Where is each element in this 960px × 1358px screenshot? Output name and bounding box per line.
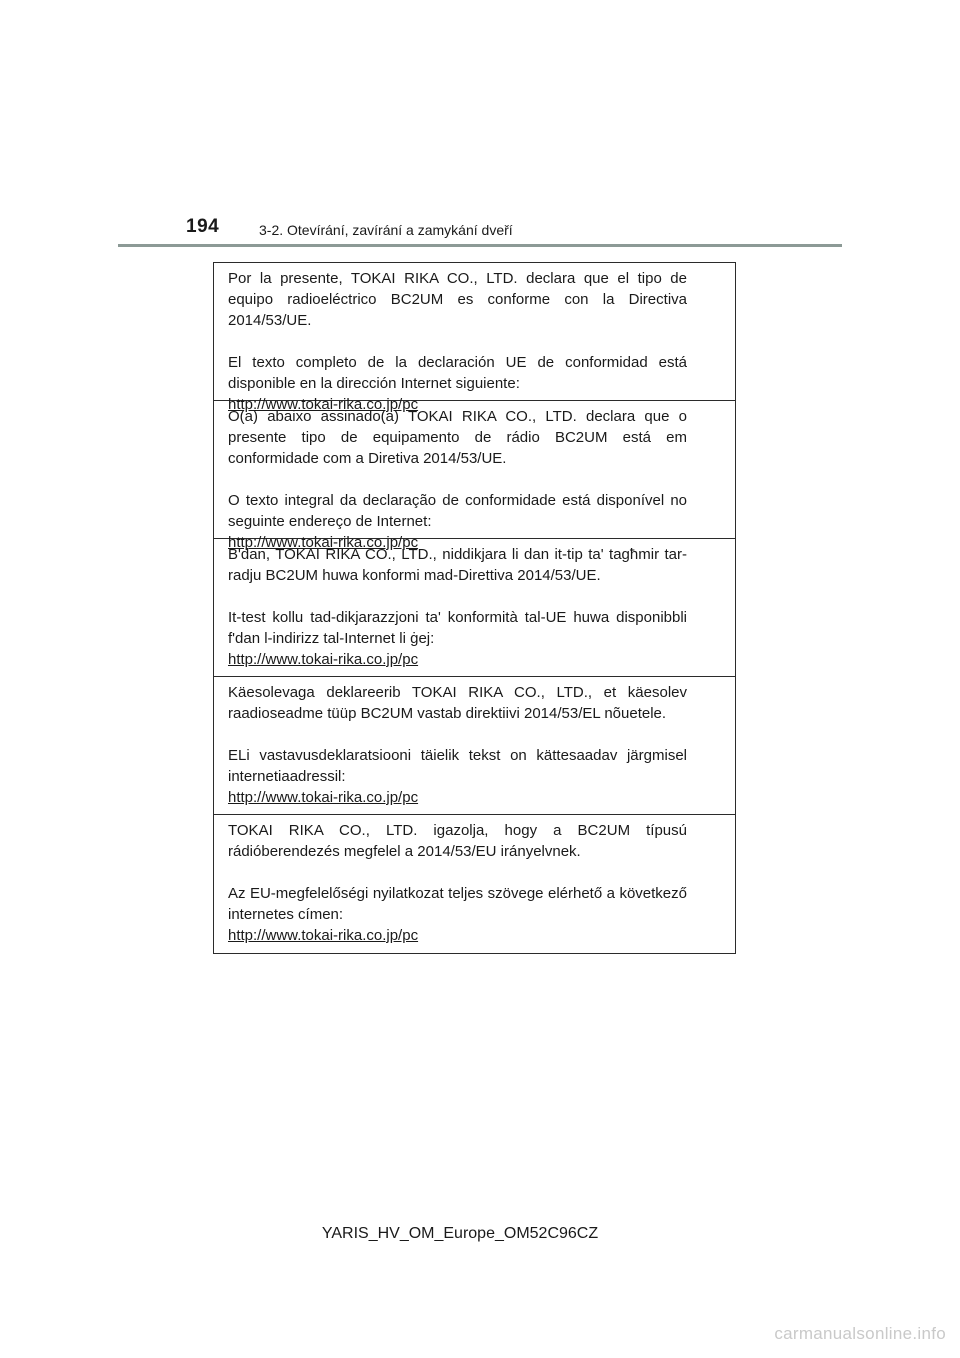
declaration-statement: Por la presente, TOKAI RIKA CO., LTD. declara que el tipo de equipo radioeléctrico BC2UM es conforme con la Directiva 2014/53/UE. — [228, 270, 687, 329]
declaration-statement: TOKAI RIKA CO., LTD. igazolja, hogy a BC2UM típusú rádióberendezés megfelel a 2014/53/EU irányelvnek. — [228, 822, 687, 860]
declaration-statement: B'dan, TOKAI RIKA CO., LTD., niddikjara li dan it-tip ta' tagħmir tar-radju BC2UM huwa konformi mad-Direttiva 2014/53/UE. — [228, 546, 687, 584]
declaration-availability: It-test kollu tad-dikjarazzjoni ta' konformità tal-UE huwa disponibbli f'dan l-indirizz tal-Internet li ġej: — [228, 609, 687, 647]
declaration-url-link[interactable]: http://www.tokai-rika.co.jp/pc — [228, 927, 419, 944]
declaration-url-link[interactable]: http://www.tokai-rika.co.jp/pc — [228, 651, 419, 668]
declaration-availability: O texto integral da declaração de conformidade está disponível no seguinte endereço de Internet: — [228, 492, 687, 530]
declaration-url-link[interactable]: http://www.tokai-rika.co.jp/pc — [228, 396, 419, 413]
header-rule — [118, 244, 842, 247]
declaration-statement: O(a) abaixo assinado(a) TOKAI RIKA CO., LTD. declara que o presente tipo de equipamento de rádio BC2UM está em conformidade com a Diretiva 2014/53/UE. — [228, 408, 687, 467]
manual-code: YARIS_HV_OM_Europe_OM52C96CZ — [321, 1225, 599, 1242]
declaration-availability: Az EU-megfelelőségi nyilatkozat teljes szövege elérhető a következő internetes címen: — [228, 885, 687, 923]
declaration-block-hu — [214, 815, 735, 953]
declaration-statement: Käesolevaga deklareerib TOKAI RIKA CO., LTD., et käesolev raadioseadme tüüp BC2UM vastab direktiivi 2014/53/EL nõuetele. — [228, 684, 687, 722]
section-title: 3-2. Otevírání, zavírání a zamykání dveří — [259, 222, 513, 238]
declaration-url-link[interactable]: http://www.tokai-rika.co.jp/pc — [228, 789, 419, 806]
declaration-block-et — [214, 677, 735, 815]
declaration-block-es — [214, 263, 735, 413]
watermark-text: carmanualsonline.info — [774, 1324, 946, 1343]
declaration-block-mt — [214, 539, 735, 677]
declaration-table — [213, 262, 736, 954]
page-number: 194 — [186, 216, 220, 237]
declaration-availability: El texto completo de la declaración UE de conformidad está disponible en la dirección Internet siguiente: — [228, 354, 687, 392]
declaration-url-link[interactable]: http://www.tokai-rika.co.jp/pc — [228, 534, 419, 551]
declaration-block-pt — [214, 401, 735, 551]
declaration-availability: ELi vastavusdeklaratsiooni täielik tekst on kättesaadav järgmisel internetiaadressil: — [228, 747, 687, 785]
